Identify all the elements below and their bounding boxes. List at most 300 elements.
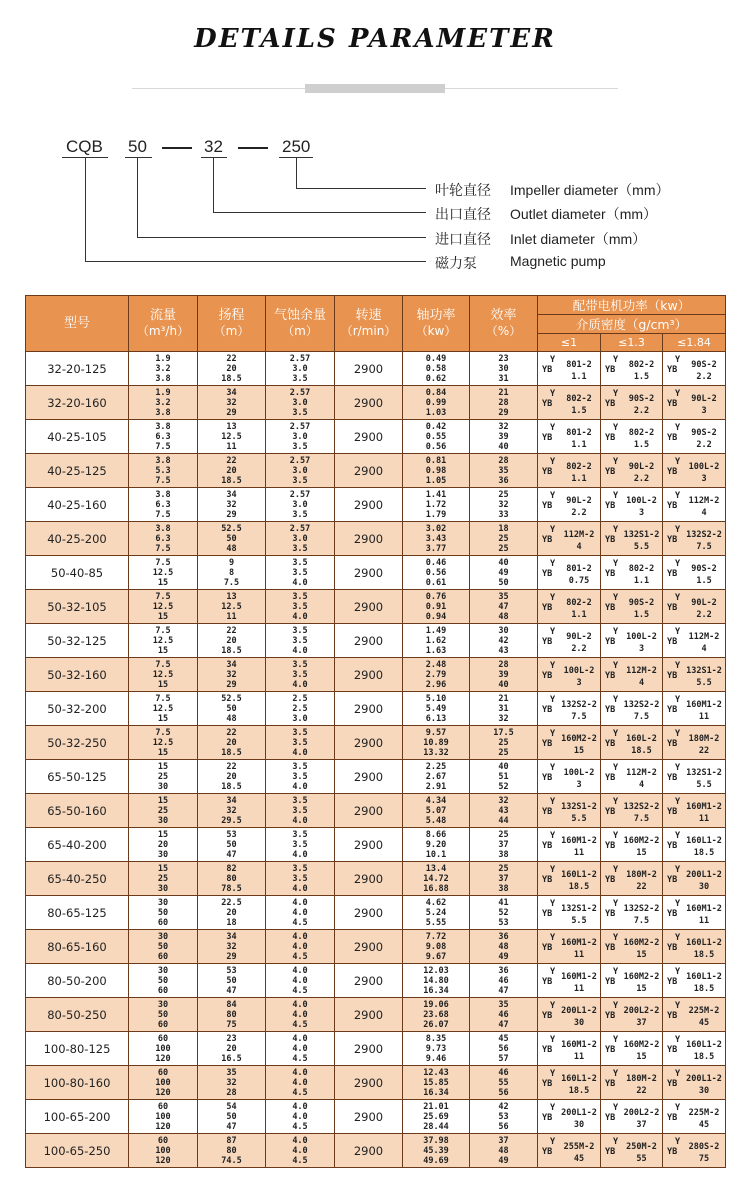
legend-inlet-cn: 进口直径 <box>435 232 491 248</box>
motor-y-label: Y <box>613 1035 619 1045</box>
cell-value: 0.42 <box>425 421 447 432</box>
motor-yb-label: YB <box>667 841 678 851</box>
cell-model: 50-32-160 <box>26 658 129 692</box>
motor-yb-label: YB <box>605 909 616 919</box>
motor-y-label: Y <box>613 933 619 943</box>
cell-value: 0.46 <box>425 557 447 568</box>
motor-yb-label: YB <box>542 1079 553 1089</box>
cell-model: 50-32-125 <box>26 624 129 658</box>
cell-model: 50-32-105 <box>26 590 129 624</box>
cell-value: 52 <box>498 907 509 918</box>
motor-yb-label: YB <box>605 977 616 987</box>
cell-value: 31 <box>498 703 509 714</box>
cell-shaft <box>403 998 470 1032</box>
motor-y-label: Y <box>550 423 556 433</box>
header-density-3: ≤1.84 <box>663 334 726 352</box>
cell-model: 80-50-250 <box>26 998 129 1032</box>
cell-value: 4.0 <box>292 1145 308 1156</box>
cell-eff <box>470 692 538 726</box>
cell-value: 30 <box>498 363 509 374</box>
cell-flow <box>129 692 198 726</box>
cell-value: 3.8 <box>155 455 171 466</box>
cell-motor <box>663 760 726 794</box>
motor-kw: 45 <box>698 1018 710 1028</box>
motor-y-label: Y <box>613 763 619 773</box>
cell-shaft <box>403 590 470 624</box>
cell-model: 32-20-160 <box>26 386 129 420</box>
cell-value: 75 <box>226 1019 237 1030</box>
motor-y-label: Y <box>613 831 619 841</box>
motor-yb-label: YB <box>542 501 553 511</box>
motor-kw: 37 <box>636 1018 647 1028</box>
cell-value: 50 <box>498 577 509 588</box>
cell-value: 30 <box>157 781 169 792</box>
motor-y-label: Y <box>550 763 556 773</box>
cell-value: 3.43 <box>425 533 447 544</box>
cell-motor <box>601 930 663 964</box>
motor-model: 160M1-2 <box>686 700 722 710</box>
motor-y-label: Y <box>550 559 556 569</box>
cell-value: 47 <box>498 601 509 612</box>
cell-motor <box>601 726 663 760</box>
motor-model: 100L-2 <box>626 496 657 506</box>
cell-motor <box>538 386 601 420</box>
table-row <box>26 488 726 522</box>
cell-value: 80 <box>226 873 237 884</box>
motor-model: 112M-2 <box>688 632 720 642</box>
cell-npsh <box>266 896 335 930</box>
motor-model: 90S-2 <box>628 394 655 404</box>
leader-line <box>213 157 214 213</box>
cell-head <box>198 386 266 420</box>
cell-value: 3.5 <box>292 373 308 384</box>
cell-value: 35 <box>498 999 509 1010</box>
cell-value: 120 <box>155 1053 171 1064</box>
cell-value: 3.5 <box>292 873 308 884</box>
motor-y-label: Y <box>613 525 619 535</box>
cell-motor <box>601 522 663 556</box>
motor-model: 160L1-2 <box>686 1040 722 1050</box>
cell-value: 1.79 <box>425 509 447 520</box>
cell-npsh <box>266 1066 335 1100</box>
cell-value: 2.91 <box>425 781 447 792</box>
cell-value: 11 <box>226 441 237 452</box>
table-row <box>26 352 726 386</box>
cell-value: 25 <box>498 863 509 874</box>
motor-y-label: Y <box>550 1137 556 1147</box>
motor-yb-label: YB <box>667 399 678 409</box>
cell-motor <box>538 1066 601 1100</box>
motor-kw: 37 <box>636 1120 647 1130</box>
cell-flow <box>129 794 198 828</box>
motor-model: 801-2 <box>566 428 592 438</box>
cell-value: 20 <box>226 465 237 476</box>
motor-model: 200L1-2 <box>561 1006 597 1016</box>
motor-y-label: Y <box>675 389 681 399</box>
cell-value: 3.0 <box>292 533 308 544</box>
motor-model: 802-2 <box>566 462 592 472</box>
motor-y-label: Y <box>550 457 556 467</box>
cell-value: 9.08 <box>425 941 447 952</box>
cell-value: 8.35 <box>425 1033 447 1044</box>
cell-value: 49.69 <box>423 1155 449 1166</box>
legend-impeller-cn: 叶轮直径 <box>435 183 491 199</box>
cell-motor <box>663 828 726 862</box>
table-row <box>26 1032 726 1066</box>
cell-value: 34 <box>226 489 237 500</box>
cell-value: 3.5 <box>292 635 308 646</box>
cell-eff <box>470 998 538 1032</box>
leader-line <box>137 237 426 238</box>
cell-value: 13 <box>226 421 237 432</box>
cell-value: 32 <box>226 397 237 408</box>
cell-value: 6.3 <box>155 431 171 442</box>
cell-value: 1.63 <box>425 645 447 656</box>
motor-model: 90L-2 <box>628 462 655 472</box>
cell-value: 9.67 <box>425 951 447 962</box>
cell-value: 0.55 <box>425 431 447 442</box>
motor-y-label: Y <box>550 865 556 875</box>
cell-value: 53 <box>226 965 237 976</box>
cell-model: 65-40-250 <box>26 862 129 896</box>
motor-yb-label: YB <box>667 637 678 647</box>
motor-model: 160L1-2 <box>561 870 597 880</box>
motor-yb-label: YB <box>605 671 616 681</box>
cell-value: 4.5 <box>292 1121 308 1132</box>
motor-yb-label: YB <box>605 841 616 851</box>
cell-value: 47 <box>498 1019 509 1030</box>
motor-y-label: Y <box>550 967 556 977</box>
cell-npsh <box>266 964 335 998</box>
cell-npsh <box>266 488 335 522</box>
cell-value: 3.2 <box>155 397 171 408</box>
cell-npsh <box>266 930 335 964</box>
cell-value: 5.24 <box>425 907 447 918</box>
cell-value: 53 <box>226 829 237 840</box>
cell-motor <box>663 488 726 522</box>
motor-kw: 7.5 <box>633 814 650 824</box>
cell-value: 3.5 <box>292 567 308 578</box>
cell-value: 0.62 <box>425 373 447 384</box>
cell-value: 49 <box>498 1155 509 1166</box>
motor-yb-label: YB <box>605 1113 616 1123</box>
cell-motor <box>601 556 663 590</box>
cell-value: 15 <box>157 863 169 874</box>
cell-value: 12.5 <box>152 703 174 714</box>
cell-eff <box>470 658 538 692</box>
cell-value: 3.0 <box>292 397 308 408</box>
cell-model: 50-32-250 <box>26 726 129 760</box>
motor-model: 200L1-2 <box>686 870 722 880</box>
motor-y-label: Y <box>550 1001 556 1011</box>
cell-shaft <box>403 760 470 794</box>
cell-value: 3.5 <box>292 669 308 680</box>
motor-kw: 15 <box>636 1052 647 1062</box>
cell-value: 3.5 <box>292 557 308 568</box>
cell-motor <box>663 386 726 420</box>
cell-head <box>198 488 266 522</box>
motor-kw: 5.5 <box>696 780 712 790</box>
cell-value: 47 <box>226 1121 237 1132</box>
cell-speed: 2900 <box>335 420 403 454</box>
cell-value: 1.62 <box>425 635 447 646</box>
cell-value: 18 <box>226 917 237 928</box>
cell-eff <box>470 930 538 964</box>
cell-value: 9.20 <box>425 839 447 850</box>
cell-eff <box>470 1134 538 1168</box>
cell-value: 30 <box>157 815 169 826</box>
cell-motor <box>663 862 726 896</box>
cell-motor <box>663 930 726 964</box>
motor-yb-label: YB <box>667 773 678 783</box>
cell-value: 12.5 <box>152 635 174 646</box>
motor-yb-label: YB <box>542 977 553 987</box>
cell-value: 45.39 <box>423 1145 449 1156</box>
motor-kw: 5.5 <box>696 678 712 688</box>
motor-y-label: Y <box>550 1103 556 1113</box>
cell-value: 87 <box>226 1135 237 1146</box>
cell-flow <box>129 454 198 488</box>
cell-model: 65-50-125 <box>26 760 129 794</box>
cell-value: 18 <box>498 523 509 534</box>
cell-value: 1.03 <box>425 407 447 418</box>
cell-value: 4.0 <box>292 679 308 690</box>
cell-value: 25.69 <box>423 1111 449 1122</box>
cell-speed: 2900 <box>335 930 403 964</box>
cell-speed: 2900 <box>335 1100 403 1134</box>
motor-model: 160M1-2 <box>561 836 597 846</box>
cell-shaft <box>403 726 470 760</box>
table-row <box>26 624 726 658</box>
cell-value: 32 <box>226 1077 237 1088</box>
motor-kw: 0.75 <box>568 576 590 586</box>
cell-value: 50 <box>226 975 237 986</box>
cell-motor <box>538 624 601 658</box>
cell-value: 5.49 <box>425 703 447 714</box>
cell-value: 74.5 <box>221 1155 242 1166</box>
cell-motor <box>601 998 663 1032</box>
cell-value: 2.96 <box>425 679 447 690</box>
motor-yb-label: YB <box>605 705 616 715</box>
cell-value: 25 <box>157 805 169 816</box>
motor-model: 225M-2 <box>688 1006 720 1016</box>
cell-value: 4.0 <box>292 1111 308 1122</box>
motor-kw: 2.2 <box>633 406 650 416</box>
cell-value: 43 <box>498 805 509 816</box>
cell-value: 40 <box>498 679 509 690</box>
cell-value: 60 <box>157 917 169 928</box>
motor-y-label: Y <box>550 797 556 807</box>
cell-motor <box>538 726 601 760</box>
cell-flow <box>129 522 198 556</box>
cell-value: 4.0 <box>292 883 308 894</box>
cell-value: 100 <box>155 1111 171 1122</box>
motor-kw: 2.2 <box>696 610 712 620</box>
cell-value: 7.5 <box>155 441 171 452</box>
cell-value: 37.98 <box>423 1135 449 1146</box>
cell-shaft <box>403 1066 470 1100</box>
motor-yb-label: YB <box>605 535 616 545</box>
cell-flow <box>129 1134 198 1168</box>
motor-model: 160L1-2 <box>561 1074 597 1084</box>
cell-shaft <box>403 862 470 896</box>
table-row <box>26 658 726 692</box>
cell-value: 32 <box>226 805 237 816</box>
cell-value: 28 <box>498 397 509 408</box>
cell-value: 3.0 <box>292 431 308 442</box>
motor-y-label: Y <box>550 491 556 501</box>
cell-head <box>198 1134 266 1168</box>
cell-value: 3.5 <box>292 737 308 748</box>
cell-value: 13.32 <box>423 747 449 758</box>
cell-value: 34 <box>226 795 237 806</box>
motor-model: 132S1-2 <box>623 530 660 540</box>
motor-kw: 5.5 <box>633 542 650 552</box>
cell-head <box>198 658 266 692</box>
motor-y-label: Y <box>675 491 681 501</box>
cell-head <box>198 556 266 590</box>
motor-kw: 11 <box>698 916 710 926</box>
cell-value: 3.8 <box>155 407 171 418</box>
cell-motor <box>601 624 663 658</box>
motor-yb-label: YB <box>667 535 678 545</box>
cell-value: 50 <box>157 941 169 952</box>
cell-value: 29 <box>226 951 237 962</box>
cell-value: 20 <box>226 363 237 374</box>
motor-yb-label: YB <box>667 467 678 477</box>
table-row <box>26 930 726 964</box>
motor-kw: 1.5 <box>633 610 650 620</box>
parameter-table <box>25 295 726 1168</box>
cell-motor <box>663 998 726 1032</box>
cell-shaft <box>403 964 470 998</box>
cell-value: 5.48 <box>425 815 447 826</box>
motor-model: 132S1-2 <box>561 802 597 812</box>
cell-npsh <box>266 624 335 658</box>
cell-head <box>198 760 266 794</box>
cell-value: 32 <box>226 669 237 680</box>
cell-motor <box>601 386 663 420</box>
motor-y-label: Y <box>675 933 681 943</box>
cell-value: 60 <box>157 1033 169 1044</box>
motor-kw: 11 <box>573 1052 585 1062</box>
cell-value: 4.0 <box>292 815 308 826</box>
cell-motor <box>663 624 726 658</box>
cell-value: 36 <box>498 475 509 486</box>
cell-motor <box>601 590 663 624</box>
motor-yb-label: YB <box>605 875 616 885</box>
motor-yb-label: YB <box>542 1113 553 1123</box>
motor-yb-label: YB <box>542 671 553 681</box>
legend-impeller-en: Impeller diameter（mm） <box>510 182 670 198</box>
cell-value: 12.5 <box>152 567 174 578</box>
cell-npsh <box>266 692 335 726</box>
code-outlet-underline <box>201 157 227 158</box>
cell-value: 2.57 <box>289 387 311 398</box>
cell-eff <box>470 896 538 930</box>
cell-value: 3.5 <box>292 805 308 816</box>
motor-kw: 75 <box>698 1154 710 1164</box>
cell-model: 100-65-200 <box>26 1100 129 1134</box>
motor-y-label: Y <box>613 389 619 399</box>
motor-model: 112M-2 <box>626 768 657 778</box>
cell-flow <box>129 726 198 760</box>
cell-motor <box>663 1066 726 1100</box>
cell-value: 39 <box>498 431 509 442</box>
cell-value: 47 <box>498 985 509 996</box>
cell-value: 34 <box>226 931 237 942</box>
cell-value: 14.72 <box>423 873 449 884</box>
cell-value: 2.57 <box>289 489 311 500</box>
cell-value: 4.5 <box>292 1155 308 1166</box>
cell-npsh <box>266 590 335 624</box>
cell-value: 0.94 <box>425 611 447 622</box>
cell-model: 40-25-160 <box>26 488 129 522</box>
cell-npsh <box>266 556 335 590</box>
cell-head <box>198 794 266 828</box>
cell-eff <box>470 556 538 590</box>
cell-value: 22.5 <box>221 897 242 908</box>
cell-motor <box>663 522 726 556</box>
table-row <box>26 386 726 420</box>
cell-motor <box>663 896 726 930</box>
cell-value: 0.99 <box>425 397 447 408</box>
code-impeller: 250 <box>282 137 311 156</box>
cell-value: 12.03 <box>423 965 449 976</box>
cell-value: 36 <box>498 931 509 942</box>
cell-head <box>198 352 266 386</box>
table-body <box>26 352 726 1168</box>
cell-value: 17.5 <box>493 727 514 738</box>
motor-kw: 45 <box>698 1120 710 1130</box>
cell-npsh <box>266 760 335 794</box>
motor-yb-label: YB <box>667 739 678 749</box>
motor-y-label: Y <box>675 423 681 433</box>
motor-yb-label: YB <box>667 365 678 375</box>
cell-value: 20 <box>226 907 237 918</box>
cell-value: 4.0 <box>292 1043 308 1054</box>
motor-model: 112M-2 <box>563 530 595 540</box>
motor-kw: 3 <box>576 678 582 688</box>
motor-model: 112M-2 <box>626 666 657 676</box>
cell-value: 15 <box>157 829 169 840</box>
cell-value: 2.48 <box>425 659 447 670</box>
cell-speed: 2900 <box>335 624 403 658</box>
cell-value: 3.5 <box>292 625 308 636</box>
leader-line <box>296 188 426 189</box>
table-row <box>26 522 726 556</box>
cell-value: 120 <box>155 1155 171 1166</box>
cell-value: 22 <box>226 761 237 772</box>
cell-model: 100-65-250 <box>26 1134 129 1168</box>
cell-value: 1.41 <box>425 489 447 500</box>
cell-speed: 2900 <box>335 998 403 1032</box>
cell-value: 44 <box>498 815 509 826</box>
cell-speed: 2900 <box>335 1134 403 1168</box>
cell-value: 2.57 <box>289 353 311 364</box>
cell-eff <box>470 454 538 488</box>
cell-value: 15.85 <box>423 1077 449 1088</box>
motor-kw: 7.5 <box>633 712 650 722</box>
cell-value: 16.34 <box>423 985 449 996</box>
cell-value: 28.44 <box>423 1121 449 1132</box>
motor-kw: 7.5 <box>571 712 587 722</box>
motor-kw: 4 <box>638 780 645 790</box>
motor-model: 160M2-2 <box>623 938 660 948</box>
cell-value: 56 <box>498 1121 509 1132</box>
cell-value: 4.0 <box>292 645 308 656</box>
cell-flow <box>129 556 198 590</box>
